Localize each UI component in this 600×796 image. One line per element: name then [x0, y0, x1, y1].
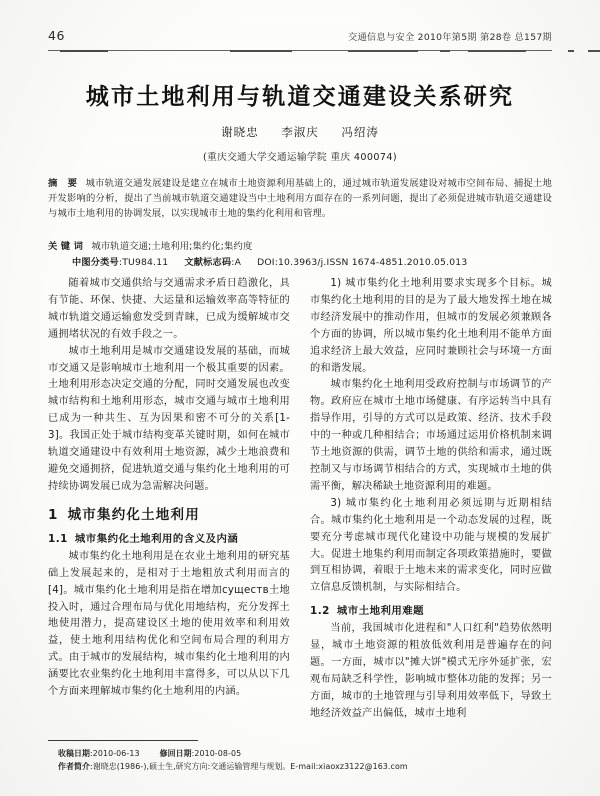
revised-value: 2010-08-05 [194, 749, 242, 758]
header-divider [48, 50, 552, 51]
journal-issue-line: 交通信息与安全 2010年第5期 第28卷 总157期 [348, 32, 552, 43]
subsection-title: 城市集约化土地利用的含义及内涵 [74, 532, 239, 545]
paragraph: 1) 城市集约化土地利用要求实现多个目标。城市集约化土地利用的目的是为了最大地发挥土地在城市经济发展中的推动作用，但城市的发展必须兼顾各个方面的协调，所以城市集约化土地利用不能单方面追求经济上最大效益，应同时兼顾社会与环境一方面的和谐发展。 [310, 278, 552, 374]
paragraph: 城市集约化土地利用受政府控制与市场调节的产物。政府应在城市土地市场健康、有序运转当中具有指导作用，引导的方式可以是政策、经济、技术手段中的一种或几种相结合；市场通过运用价格机制来调节土地资源的供需，调节土地的供给和需求，通过既控制又与市场调节相结合的方式，实现城市土地的供需平衡，解决稀缺土地资源利用的难题。 [310, 379, 552, 492]
paragraph: 城市土地利用是城市交通建设发展的基础，而城市交通又是影响城市土地利用一个极其重要的因素。土地利用形态决定交通的分配，同时交通发展也改变城市结构和土地利用形态，城市交通与城市土地利用已成为一种共生、互为因果和密不可分的关系[1-3]。我国正处于城市结构变革关键时期，如何在城市轨道交通建设中有效利用土地资源，减少土地浪费和避免交通拥挤，促进轨道交通与集约化土地利用的可持续协调发展已成为急需解决问题。 [48, 345, 290, 492]
body-column-left [48, 276, 290, 701]
clc-value: TU984.11 [122, 257, 169, 268]
received-value: 2010-06-13 [92, 749, 140, 758]
footnote-divider [48, 740, 198, 741]
section-heading-2 [48, 531, 290, 548]
section-number: 1 [48, 506, 59, 523]
doccode-value: A [234, 257, 242, 268]
abstract-block [48, 176, 552, 222]
paragraph: 当前，我国城市化进程和"人口红利"趋势依然明显，城市土地资源的粗放低效利用是普遍存在的问题。一方面，城市以"摊大饼"模式无序外延扩张，宏观布局缺乏科学性，影响城市整体功能的发挥；另一方面，城市的土地管理与引导利用效率低下，导致土地经济效益产出偏低，城市土地利 [310, 623, 552, 719]
author-name: 冯绍涛 [341, 125, 379, 139]
bio-label: 作者简介 [58, 762, 90, 772]
paragraph: 3) 城市集约化土地利用必须远期与近期相结合。城市集约化土地利用是一个动态发展的过程，既要充分考虑城市现代化建设中功能与规模的发展扩大。促进土地集约利用而制定各项政策措施时，要做到互相协调，着眼于土地未来的需求变化，同时应做立信息反馈机制，与实际相结合。 [310, 497, 552, 594]
bio-value: 谢晓忠(1986-),硕士生,研究方向:交通运输管理与规划。E-mail:xiaoxz3122@163.com [92, 762, 408, 772]
subsection-number: 1.2 [310, 605, 330, 618]
doccode-label: 文献标志码 [184, 257, 232, 268]
keywords-line [48, 238, 552, 252]
author-name: 李淑庆 [281, 125, 319, 139]
classification-line [72, 254, 552, 268]
keywords-text: 城市轨道交通;土地利用;集约化;集约度 [91, 241, 253, 252]
author-affiliation: (重庆交通大学交通运输学院 重庆 400074) [202, 152, 398, 163]
footnote-dates: 收稿日期:2010-06-13 修回日期:2010-08-05 [58, 749, 242, 758]
running-head [48, 28, 552, 46]
paragraph: 随着城市交通供给与交通需求矛盾日趋激化，具有节能、环保、快捷、大运量和运输效率高等特征的城市轨道交通运输愈发受到青睐，已成为缓解城市交通拥堵状况的有效手段之一。 [48, 278, 290, 340]
revised-label: 修回日期 [159, 749, 192, 758]
section-heading-2 [310, 603, 552, 620]
keywords-label: 关键词 [48, 241, 87, 252]
body-column-right [310, 276, 552, 723]
page-title: 城市土地利用与轨道交通建设关系研究 [85, 84, 515, 110]
page-number: 46 [48, 28, 65, 43]
doi-value: 10.3963/j.ISSN 1674-4851.2010.05.013 [277, 257, 468, 268]
doccode-segment: 文献标志码:A [184, 257, 242, 268]
section-title: 城市集约化土地利用 [67, 506, 200, 523]
paragraph: 城市集约化土地利用是在农业土地利用的研究基础上发展起来的，是相对于土地粗放式利用而言的[4]。城市集约化土地利用是指在增加существ土地投入时，通过合理布局与优化用地结构，充分发挥土地使用潜力，提高建设区土地的使用效率和利用效益，使土地利用结构优化和空间布局合理的利用方式。由于城市的发展结构，城市集约化土地利用的内涵要比农业集约化土地利用丰富得多，可以从以下几个方面来理解城市集约化土地利用的内涵。 [48, 550, 290, 698]
doi-label: DOI [257, 257, 275, 268]
abstract-text: 城市轨道交通发展建设是建立在城市土地资源利用基础上的，通过城市轨道发展建设对城市空间布局、捕捉土地开发影响的分析，提出了当前城市轨道交通建设当中土地利用方面存在的一系列问题，提出了必须促进城市轨道交通建设与城市土地利用的协调发展，以实现城市土地的集约化利用和管理。 [48, 178, 552, 220]
footnote-bio: 作者简介:谢晓忠(1986-),硕士生,研究方向:交通运输管理与规划。E-mail:xiaoxz3122@163.com [58, 762, 408, 772]
clc-label: 中图分类号 [72, 257, 119, 268]
section-heading-1 [48, 505, 290, 525]
doi-segment: DOI:10.3963/j.ISSN 1674-4851.2010.05.013 [257, 257, 468, 268]
footnote-block [58, 747, 552, 774]
author-list [0, 124, 600, 140]
author-name: 谢晓忠 [221, 125, 259, 139]
subsection-number: 1.1 [48, 532, 68, 545]
received-label: 收稿日期 [58, 749, 90, 758]
subsection-title: 城市土地利用难题 [336, 605, 425, 618]
clc-segment: 中图分类号:TU984.11 [72, 257, 169, 268]
abstract-label: 摘 要 [48, 178, 81, 189]
